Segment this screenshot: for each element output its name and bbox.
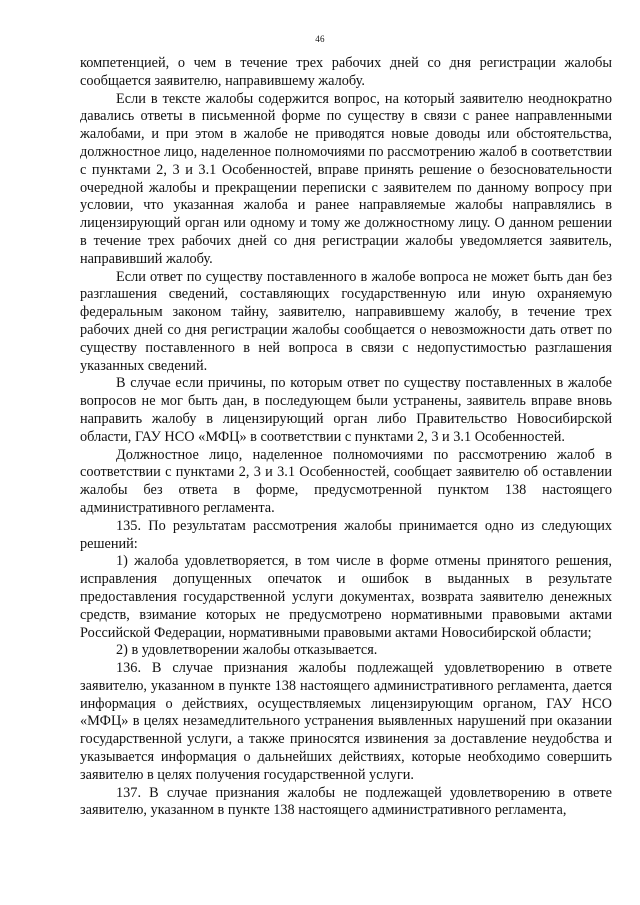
paragraph-reasons-eliminated: В случае если причины, по которым ответ по существу поставленных в жалобе вопросов не мог быть дан, в последующем были устранены, заявитель вправе вновь направить жалобу в лицензирующий орган либо Правительство Новосибирской области, ГАУ НСО «МФЦ» в соответствии с пунктами 2, 3 и 3.1 Особенностей. — [80, 375, 612, 445]
paragraph-item-137: 137. В случае признания жалобы не подлежащей удовлетворению в ответе заявителю, указанном в пункте 138 настоящего административного регламента, — [80, 784, 612, 819]
paragraph-item-135: 135. По результатам рассмотрения жалобы принимается одно из следующих решений: — [80, 517, 612, 552]
paragraph-state-secret: Если ответ по существу поставленного в жалобе вопроса не может быть дан без разглашения сведений, составляющих государственную или иную охраняемую федеральным законом тайну, заявителю, направившему жалобу, в течение трех рабочих дней со дня регистрации жалобы сообщается о невозможности дать ответ по существу поставленного в ней вопроса в связи с недопустимостью разглашения указанных сведений. — [80, 268, 612, 374]
paragraph-subitem-1: 1) жалоба удовлетворяется, в том числе в форме отмены принятого решения, исправления допущенных опечаток и ошибок в выданных в результате предоставления государственной услуги документах, возврата заявителю денежных средств, взимание которых не предусмотрено нормативными правовыми актами Российской Федерации, нормативными правовыми актами Новосибирской области; — [80, 553, 612, 641]
page-number: 46 — [315, 34, 325, 44]
document-body — [80, 55, 612, 820]
paragraph-repeated-complaint: Если в тексте жалобы содержится вопрос, на который заявителю неоднократно давались ответы в письменной форме по существу в связи с ранее направленными жалобами, и при этом в жалобе не приводятся новые доводы или обстоятельства, должностное лицо, наделенное полномочиями по рассмотрению жалоб в соответствии с пунктами 2, 3 и 3.1 Особенностей, вправе принять решение о безосновательности очередной жалобы и прекращении переписки с заявителем по данному вопросу при условии, что указанная жалоба и ранее направляемые жалобы направлялись в лицензирующий орган или одному и тому же должностному лицу. О данном решении в течение трех рабочих дней со дня регистрации жалобы уведомляется заявитель, направивший жалобу. — [80, 90, 612, 267]
paragraph-without-answer: Должностное лицо, наделенное полномочиями по рассмотрению жалоб в соответствии с пунктами 2, 3 и 3.1 Особенностей, сообщает заявителю об оставлении жалобы без ответа в форме, предусмотренной пунктом 138 настоящего административного регламента. — [80, 446, 612, 516]
paragraph-continuation: компетенцией, о чем в течение трех рабочих дней со дня регистрации жалобы сообщается заявителю, направившему жалобу. — [80, 55, 612, 89]
paragraph-item-136: 136. В случае признания жалобы подлежащей удовлетворению в ответе заявителю, указанном в пункте 138 настоящего административного регламента, дается информация о действиях, осуществляемых лицензирующим органом, ГАУ НСО «МФЦ» в целях незамедлительного устранения выявленных нарушений при оказании государственной услуги, а также приносятся извинения за доставление неудобства и указывается информация о дальнейших действиях, которые необходимо совершить заявителю в целях получения государственной услуги. — [80, 660, 612, 783]
paragraph-subitem-2: 2) в удовлетворении жалобы отказывается. — [116, 642, 378, 659]
